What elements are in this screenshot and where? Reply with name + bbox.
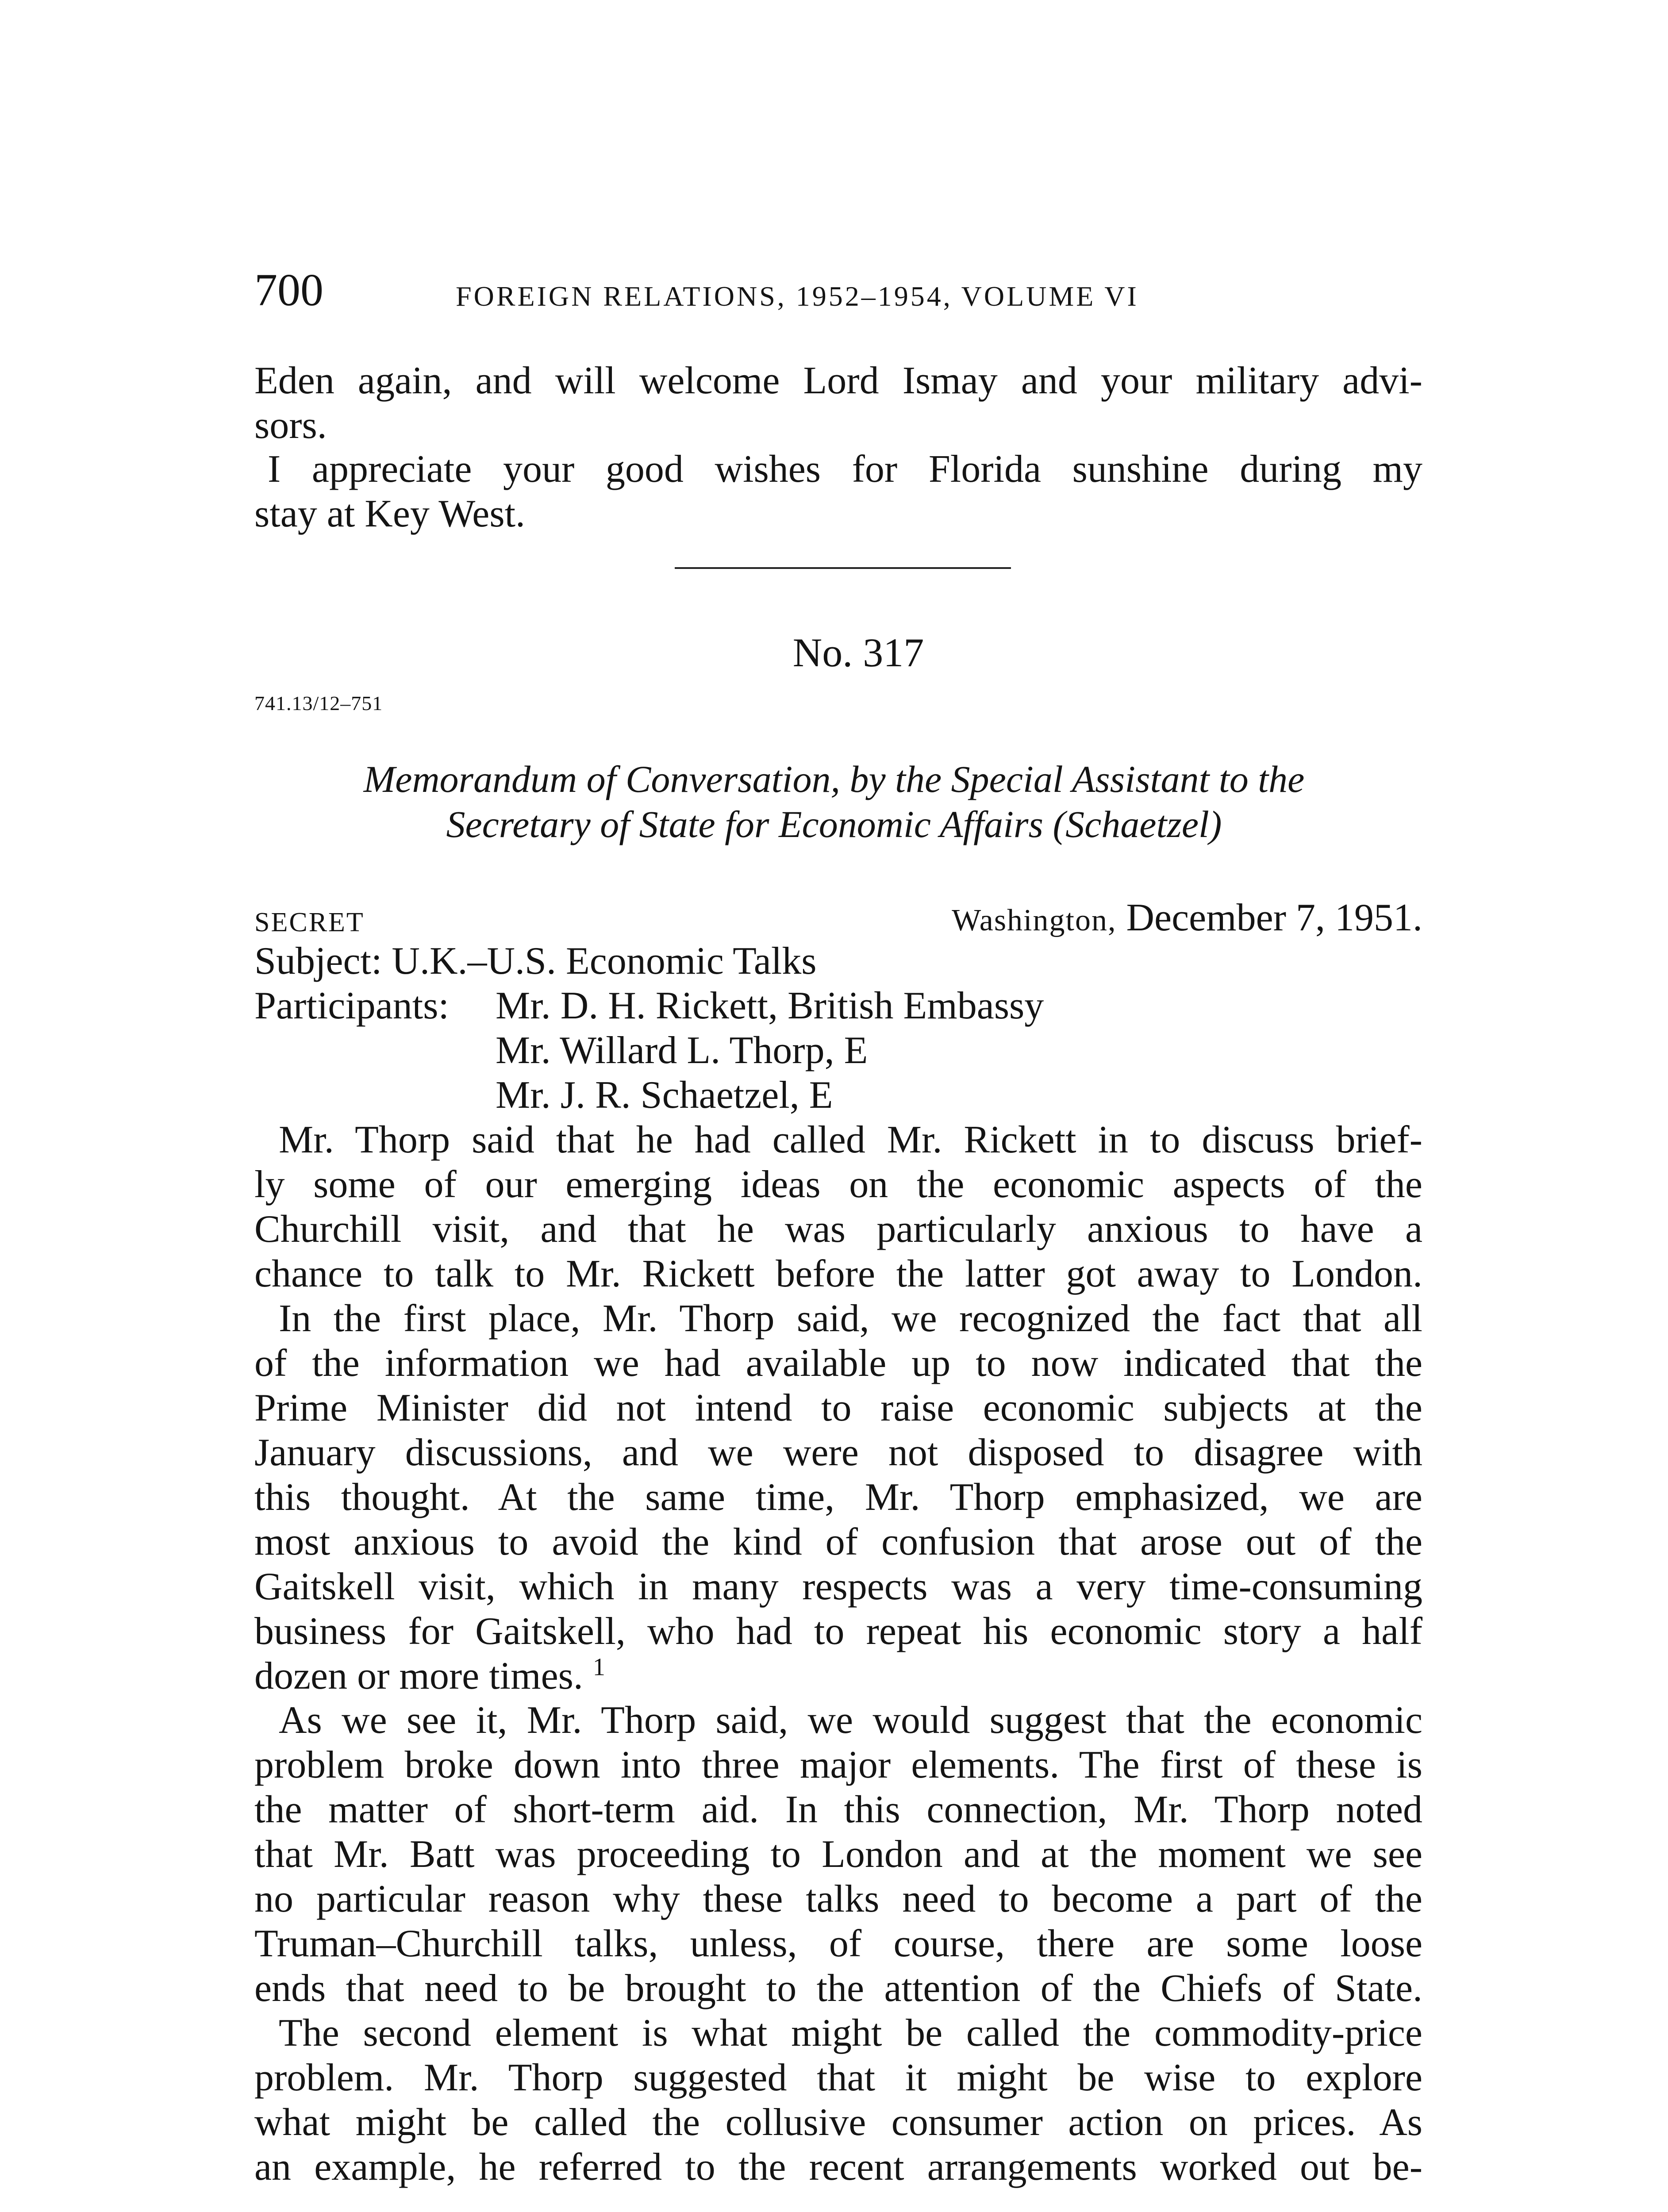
text-line	[254, 1654, 1422, 1698]
text-line: what might be called the collusive consumer action on prices. As	[254, 2101, 1422, 2144]
heading-line: Memorandum of Conversation, by the Special Assistant to the	[363, 758, 1305, 800]
text-line: In the first place, Mr. Thorp said, we recognized the fact that all	[279, 1297, 1422, 1340]
separator-rule	[675, 567, 1011, 569]
participants-list	[496, 983, 1044, 1118]
document-heading	[237, 757, 1431, 847]
page-number: 700	[254, 265, 323, 315]
text-line: The second element is what might be called the commodity-price	[279, 2012, 1422, 2055]
running-title: FOREIGN RELATIONS, 1952–1954, VOLUME VI	[456, 280, 1139, 312]
text-line: most anxious to avoid the kind of confusion that arose out of the	[254, 1521, 1422, 1563]
text-line: chance to talk to Mr. Rickett before the latter got away to London.	[254, 1252, 1422, 1295]
participants-label: Participants:	[254, 984, 449, 1027]
participant: Mr. D. H. Rickett, British Embassy	[496, 984, 1044, 1027]
dateline	[952, 894, 1422, 945]
dateline-place: Washington,	[952, 903, 1117, 937]
text-line: the matter of short-term aid. In this connection, Mr. Thorp noted	[254, 1788, 1422, 1831]
text-line: Prime Minister did not intend to raise economic subjects at the	[254, 1386, 1422, 1429]
classification-label: SECRET	[254, 907, 365, 937]
text-line: Eden again, and will welcome Lord Ismay and your military advi-	[254, 359, 1422, 402]
text-line: January discussions, and we were not disposed to disagree with	[254, 1431, 1422, 1474]
text-line: ends that need to be brought to the attention of the Chiefs of State.	[254, 1967, 1422, 2010]
text-line: Churchill visit, and that he was particularly anxious to have a	[254, 1208, 1422, 1251]
text-line-content: dozen or more times.	[254, 1655, 583, 1697]
body-paragraph	[254, 1118, 1422, 1296]
text-line: no particular reason why these talks need to become a part of the	[254, 1878, 1422, 1920]
body-paragraph	[254, 1296, 1422, 1698]
closing-paragraph	[254, 447, 1422, 536]
subject-line: Subject: U.K.–U.S. Economic Talks	[254, 940, 817, 983]
text-line: ly some of our emerging ideas on the economic aspects of the	[254, 1163, 1422, 1206]
text-line: sors.	[254, 404, 327, 447]
document-number: No. 317	[792, 630, 924, 675]
body-paragraph	[254, 2011, 1422, 2189]
text-line: Mr. Thorp said that he had called Mr. Rickett in to discuss brief-	[279, 1118, 1422, 1161]
body-paragraph	[254, 1698, 1422, 2011]
continuation-paragraph	[254, 358, 1422, 448]
text-line: of the information we had available up to now indicated that the	[254, 1342, 1422, 1385]
text-line: I appreciate your good wishes for Florida sunshine during my	[268, 448, 1422, 491]
heading-line: Secretary of State for Economic Affairs (Schaetzel)	[446, 803, 1222, 845]
participant: Mr. Willard L. Thorp, E	[496, 1029, 868, 1072]
text-line: As we see it, Mr. Thorp said, we would suggest that the economic	[279, 1699, 1422, 1742]
file-reference: 741.13/12–751	[254, 692, 383, 714]
text-line: that Mr. Batt was proceeding to London and at the moment we see	[254, 1833, 1422, 1876]
text-line: problem. Mr. Thorp suggested that it might be wise to explore	[254, 2056, 1422, 2099]
text-line: business for Gaitskell, who had to repeat his economic story a half	[254, 1610, 1422, 1653]
text-line: stay at Key West.	[254, 492, 526, 535]
participant: Mr. J. R. Schaetzel, E	[496, 1074, 833, 1117]
dateline-date: December 7, 1951.	[1126, 896, 1422, 939]
text-line: Truman–Churchill talks, unless, of course, there are some loose	[254, 1922, 1422, 1965]
footnote-marker: 1	[592, 1653, 605, 1681]
text-line: an example, he referred to the recent arrangements worked out be-	[254, 2146, 1422, 2189]
text-line: problem broke down into three major elements. The first of these is	[254, 1743, 1422, 1786]
text-line: this thought. At the same time, Mr. Thorp emphasized, we are	[254, 1476, 1422, 1519]
text-line: Gaitskell visit, which in many respects was a very time-consuming	[254, 1565, 1422, 1608]
